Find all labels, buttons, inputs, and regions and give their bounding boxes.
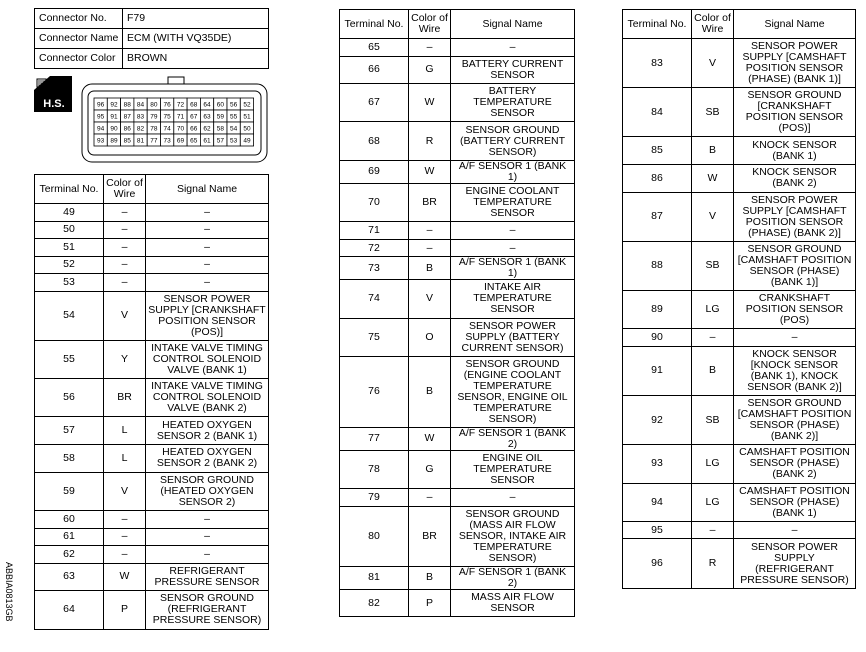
wire-color: O: [409, 318, 451, 356]
pin-number: 54: [230, 125, 238, 133]
terminal-row: [35, 417, 269, 445]
connector-info-row: [35, 9, 269, 29]
wire-color: –: [104, 204, 146, 222]
connector-info-label: Connector Color: [35, 49, 123, 69]
pin-number: 83: [136, 113, 145, 121]
terminal-row: [35, 379, 269, 417]
signal-name: ENGINE OIL TEMPERATURE SENSOR: [451, 450, 575, 488]
terminal-number: 86: [623, 164, 692, 192]
pin-number: 88: [123, 101, 131, 109]
terminal-number: 64: [35, 591, 104, 629]
pin-number: 74: [163, 125, 171, 133]
signal-name: HEATED OXYGEN SENSOR 2 (BANK 2): [146, 445, 269, 473]
terminal-number: 55: [35, 340, 104, 378]
pin-number: 49: [243, 137, 251, 145]
terminal-number: 66: [340, 56, 409, 84]
pin-number: 55: [230, 113, 238, 121]
signal-name: INTAKE VALVE TIMING CONTROL SOLENOID VALVE (BANK 1): [146, 340, 269, 378]
signal-name: MASS AIR FLOW SENSOR: [451, 589, 575, 617]
signal-name: CAMSHAFT POSITION SENSOR (PHASE) (BANK 1): [734, 483, 856, 521]
pin-number: 92: [110, 101, 118, 109]
pin-number: 72: [176, 101, 185, 109]
wire-color: R: [692, 539, 734, 588]
terminal-row: [340, 280, 575, 318]
terminal-row: [340, 222, 575, 240]
terminal-number: 95: [623, 521, 692, 539]
terminal-row: [340, 39, 575, 57]
pin-number: 63: [203, 113, 211, 121]
pin-number: 87: [123, 113, 131, 121]
wire-color: –: [409, 222, 451, 240]
connector-face-diagram: [80, 76, 270, 166]
signal-name: BATTERY TEMPERATURE SENSOR: [451, 84, 575, 122]
hs-label: H.S.: [43, 98, 65, 110]
terminal-number: 61: [35, 528, 104, 546]
signal-name: SENSOR GROUND (MASS AIR FLOW SENSOR, INTAKE AIR TEMPERATURE SENSOR): [451, 506, 575, 566]
header-color-of-wire: Color of Wire: [104, 175, 146, 204]
connector-info-label: Connector No.: [35, 9, 123, 29]
terminal-row: [623, 241, 856, 290]
terminal-number: 89: [623, 290, 692, 328]
terminal-number: 87: [623, 192, 692, 241]
terminal-number: 49: [35, 204, 104, 222]
terminal-number: 57: [35, 417, 104, 445]
terminal-row: [623, 39, 856, 88]
wire-color: SB: [692, 396, 734, 445]
terminal-row: [623, 346, 856, 395]
signal-name: SENSOR POWER SUPPLY [CRANKSHAFT POSITION SENSOR (POS)]: [146, 291, 269, 340]
terminal-row: [35, 239, 269, 257]
terminal-number: 68: [340, 122, 409, 160]
pin-number: 60: [216, 101, 224, 109]
pin-number: 62: [203, 125, 211, 133]
terminal-row: [623, 329, 856, 347]
terminal-number: 83: [623, 39, 692, 88]
terminal-row: [35, 274, 269, 292]
terminal-number: 73: [340, 257, 409, 280]
terminal-row: [340, 56, 575, 84]
wire-color: –: [692, 521, 734, 539]
wire-color: –: [104, 221, 146, 239]
wire-color: P: [104, 591, 146, 629]
signal-name: –: [734, 521, 856, 539]
pin-number: 96: [97, 101, 105, 109]
terminal-row: [35, 256, 269, 274]
terminal-number: 79: [340, 489, 409, 507]
wire-color: L: [104, 417, 146, 445]
pin-number: 79: [150, 113, 158, 121]
signal-name: KNOCK SENSOR (BANK 2): [734, 164, 856, 192]
signal-name: A/F SENSOR 1 (BANK 1): [451, 257, 575, 280]
wire-color: –: [104, 256, 146, 274]
terminal-row: [623, 539, 856, 588]
wire-color: LG: [692, 290, 734, 328]
wire-color: LG: [692, 445, 734, 483]
wire-color: L: [104, 445, 146, 473]
terminal-row: [623, 290, 856, 328]
terminal-row: [340, 450, 575, 488]
pin-number: 85: [123, 137, 131, 145]
terminal-number: 78: [340, 450, 409, 488]
signal-name: SENSOR GROUND [CAMSHAFT POSITION SENSOR (PHASE) (BANK 2)]: [734, 396, 856, 445]
terminal-row: [340, 160, 575, 183]
pin-number: 78: [150, 125, 158, 133]
connector-info-value: ECM (WITH VQ35DE): [123, 29, 269, 49]
terminal-number: 80: [340, 506, 409, 566]
wire-color: –: [409, 39, 451, 57]
terminal-number: 92: [623, 396, 692, 445]
connector-info-row: [35, 49, 269, 69]
signal-name: –: [451, 222, 575, 240]
terminal-number: 69: [340, 160, 409, 183]
connector-info-table: [34, 8, 269, 69]
wire-color: BR: [409, 506, 451, 566]
wire-color: V: [409, 280, 451, 318]
connector-info-value: BROWN: [123, 49, 269, 69]
pin-number: 89: [110, 137, 118, 145]
terminal-row: [35, 340, 269, 378]
pin-number: 95: [97, 113, 105, 121]
pin-grid: [94, 98, 254, 146]
signal-name: –: [734, 329, 856, 347]
terminal-row: [623, 192, 856, 241]
signal-name: –: [146, 221, 269, 239]
wire-color: V: [692, 39, 734, 88]
wire-color: –: [104, 528, 146, 546]
pin-number: 91: [110, 113, 118, 121]
pin-number: 59: [216, 113, 224, 121]
terminal-number: 84: [623, 88, 692, 137]
header-signal-name: Signal Name: [734, 10, 856, 39]
wire-color: B: [409, 357, 451, 428]
wire-color: V: [104, 291, 146, 340]
signal-name: –: [146, 204, 269, 222]
terminal-row: [623, 164, 856, 192]
signal-name: –: [146, 528, 269, 546]
terminal-row: [340, 239, 575, 257]
connector-info-value: F79: [123, 9, 269, 29]
signal-name: HEATED OXYGEN SENSOR 2 (BANK 1): [146, 417, 269, 445]
terminal-number: 91: [623, 346, 692, 395]
pin-number: 65: [190, 137, 198, 145]
signal-name: SENSOR POWER SUPPLY (BATTERY CURRENT SENSOR): [451, 318, 575, 356]
wire-color: G: [409, 56, 451, 84]
terminal-number: 53: [35, 274, 104, 292]
wire-color: –: [409, 239, 451, 257]
pin-number: 61: [203, 137, 211, 145]
signal-name: –: [146, 274, 269, 292]
signal-name: KNOCK SENSOR [KNOCK SENSOR (BANK 1), KNOCK SENSOR (BANK 2)]: [734, 346, 856, 395]
terminal-number: 75: [340, 318, 409, 356]
terminal-row: [623, 396, 856, 445]
terminal-row: [35, 511, 269, 529]
signal-name: SENSOR POWER SUPPLY [CAMSHAFT POSITION SENSOR (PHASE) (BANK 2)]: [734, 192, 856, 241]
terminal-number: 62: [35, 546, 104, 564]
wire-color: BR: [104, 379, 146, 417]
signal-name: CRANKSHAFT POSITION SENSOR (POS): [734, 290, 856, 328]
pin-number: 57: [216, 137, 224, 145]
terminal-table-2: [339, 9, 575, 617]
pin-number: 67: [190, 113, 198, 121]
pin-number: 75: [163, 113, 171, 121]
terminal-number: 50: [35, 221, 104, 239]
pin-number: 80: [150, 101, 158, 109]
wire-color: W: [104, 563, 146, 591]
wire-color: SB: [692, 88, 734, 137]
terminal-row: [35, 591, 269, 629]
terminal-row: [340, 357, 575, 428]
wire-color: W: [692, 164, 734, 192]
terminal-number: 51: [35, 239, 104, 257]
terminal-row: [340, 589, 575, 617]
terminal-row: [35, 472, 269, 510]
pin-number: 50: [243, 125, 251, 133]
terminal-row: [340, 84, 575, 122]
wire-color: B: [692, 346, 734, 395]
signal-name: –: [451, 39, 575, 57]
pin-number: 58: [216, 125, 224, 133]
terminal-row: [35, 563, 269, 591]
terminal-row: [340, 183, 575, 221]
pin-number: 52: [243, 101, 251, 109]
terminal-number: 56: [35, 379, 104, 417]
wire-color: –: [692, 329, 734, 347]
terminal-row: [623, 483, 856, 521]
pin-number: 64: [203, 101, 211, 109]
terminal-row: [35, 221, 269, 239]
pin-number: 76: [163, 101, 171, 109]
terminal-number: 59: [35, 472, 104, 510]
terminal-row: [623, 88, 856, 137]
header-signal-name: Signal Name: [146, 175, 269, 204]
pin-number: 56: [230, 101, 238, 109]
signal-name: SENSOR GROUND (HEATED OXYGEN SENSOR 2): [146, 472, 269, 510]
signal-name: INTAKE VALVE TIMING CONTROL SOLENOID VALVE (BANK 2): [146, 379, 269, 417]
header-color-of-wire: Color of Wire: [409, 10, 451, 39]
terminal-number: 60: [35, 511, 104, 529]
terminal-row: [35, 445, 269, 473]
terminal-number: 94: [623, 483, 692, 521]
pin-number: 68: [190, 101, 198, 109]
terminal-number: 65: [340, 39, 409, 57]
wire-color: –: [104, 511, 146, 529]
signal-name: –: [146, 239, 269, 257]
terminal-row: [340, 257, 575, 280]
pin-number: 77: [150, 137, 158, 145]
terminal-row: [623, 137, 856, 165]
terminal-row: [340, 122, 575, 160]
terminal-table-1: [34, 174, 269, 630]
pin-number: 51: [243, 113, 251, 121]
terminal-number: 77: [340, 427, 409, 450]
wire-color: V: [692, 192, 734, 241]
wire-color: –: [104, 546, 146, 564]
harness-side-icon: [34, 76, 72, 112]
terminal-row: [623, 445, 856, 483]
signal-name: SENSOR POWER SUPPLY (REFRIGERANT PRESSURE SENSOR): [734, 539, 856, 588]
pin-number: 70: [176, 125, 185, 133]
pin-number: 73: [163, 137, 171, 145]
wire-color: W: [409, 160, 451, 183]
terminal-row: [35, 528, 269, 546]
terminal-row: [340, 489, 575, 507]
pin-number: 66: [190, 125, 198, 133]
wire-color: V: [104, 472, 146, 510]
terminal-number: 54: [35, 291, 104, 340]
wire-color: –: [409, 489, 451, 507]
signal-name: –: [146, 511, 269, 529]
pin-number: 53: [230, 137, 238, 145]
terminal-number: 85: [623, 137, 692, 165]
wire-color: B: [409, 257, 451, 280]
terminal-number: 81: [340, 566, 409, 589]
wire-color: P: [409, 589, 451, 617]
header-terminal-no: Terminal No.: [340, 10, 409, 39]
signal-name: SENSOR GROUND [CAMSHAFT POSITION SENSOR (PHASE) (BANK 1)]: [734, 241, 856, 290]
terminal-number: 93: [623, 445, 692, 483]
pin-number: 81: [136, 137, 145, 145]
signal-name: –: [146, 256, 269, 274]
terminal-row: [340, 566, 575, 589]
header-terminal-no: Terminal No.: [35, 175, 104, 204]
wire-color: R: [409, 122, 451, 160]
terminal-number: 67: [340, 84, 409, 122]
terminal-row: [35, 546, 269, 564]
terminal-number: 96: [623, 539, 692, 588]
signal-name: ENGINE COOLANT TEMPERATURE SENSOR: [451, 183, 575, 221]
terminal-row: [340, 427, 575, 450]
wire-color: –: [104, 239, 146, 257]
wire-color: B: [409, 566, 451, 589]
header-signal-name: Signal Name: [451, 10, 575, 39]
terminal-number: 90: [623, 329, 692, 347]
pin-number: 82: [136, 125, 145, 133]
terminal-row: [35, 204, 269, 222]
terminal-number: 70: [340, 183, 409, 221]
pin-number: 93: [97, 137, 105, 145]
terminal-number: 71: [340, 222, 409, 240]
signal-name: SENSOR GROUND [CRANKSHAFT POSITION SENSOR (POS)]: [734, 88, 856, 137]
wire-color: Y: [104, 340, 146, 378]
terminal-number: 74: [340, 280, 409, 318]
signal-name: SENSOR GROUND (BATTERY CURRENT SENSOR): [451, 122, 575, 160]
pin-number: 84: [136, 101, 145, 109]
signal-name: REFRIGERANT PRESSURE SENSOR: [146, 563, 269, 591]
connector-info-label: Connector Name: [35, 29, 123, 49]
signal-name: INTAKE AIR TEMPERATURE SENSOR: [451, 280, 575, 318]
terminal-table-3: [622, 9, 856, 589]
terminal-number: 88: [623, 241, 692, 290]
wire-color: LG: [692, 483, 734, 521]
signal-name: SENSOR POWER SUPPLY [CAMSHAFT POSITION SENSOR (PHASE) (BANK 1)]: [734, 39, 856, 88]
pin-number: 90: [110, 125, 118, 133]
signal-name: SENSOR GROUND (REFRIGERANT PRESSURE SENSOR): [146, 591, 269, 629]
signal-name: A/F SENSOR 1 (BANK 2): [451, 427, 575, 450]
wire-color: W: [409, 84, 451, 122]
signal-name: BATTERY CURRENT SENSOR: [451, 56, 575, 84]
terminal-row: [340, 318, 575, 356]
signal-name: KNOCK SENSOR (BANK 1): [734, 137, 856, 165]
wire-color: SB: [692, 241, 734, 290]
terminal-number: 76: [340, 357, 409, 428]
wire-color: B: [692, 137, 734, 165]
header-terminal-no: Terminal No.: [623, 10, 692, 39]
signal-name: SENSOR GROUND (ENGINE COOLANT TEMPERATURE SENSOR, ENGINE OIL TEMPERATURE SENSOR): [451, 357, 575, 428]
signal-name: CAMSHAFT POSITION SENSOR (PHASE) (BANK 2): [734, 445, 856, 483]
signal-name: –: [146, 546, 269, 564]
header-color-of-wire: Color of Wire: [692, 10, 734, 39]
signal-name: –: [451, 489, 575, 507]
terminal-row: [340, 506, 575, 566]
pin-number: 69: [176, 137, 185, 145]
terminal-row: [623, 521, 856, 539]
pin-number: 86: [123, 125, 131, 133]
terminal-number: 63: [35, 563, 104, 591]
figure-id: ABBIA0813GB: [4, 562, 14, 622]
signal-name: A/F SENSOR 1 (BANK 2): [451, 566, 575, 589]
signal-name: A/F SENSOR 1 (BANK 1): [451, 160, 575, 183]
terminal-number: 52: [35, 256, 104, 274]
wire-color: W: [409, 427, 451, 450]
wire-color: –: [104, 274, 146, 292]
terminal-number: 58: [35, 445, 104, 473]
signal-name: –: [451, 239, 575, 257]
terminal-number: 82: [340, 589, 409, 617]
wire-color: G: [409, 450, 451, 488]
pin-number: 71: [176, 113, 185, 121]
connector-info-row: [35, 29, 269, 49]
wire-color: BR: [409, 183, 451, 221]
terminal-row: [35, 291, 269, 340]
pin-number: 94: [97, 125, 105, 133]
terminal-number: 72: [340, 239, 409, 257]
